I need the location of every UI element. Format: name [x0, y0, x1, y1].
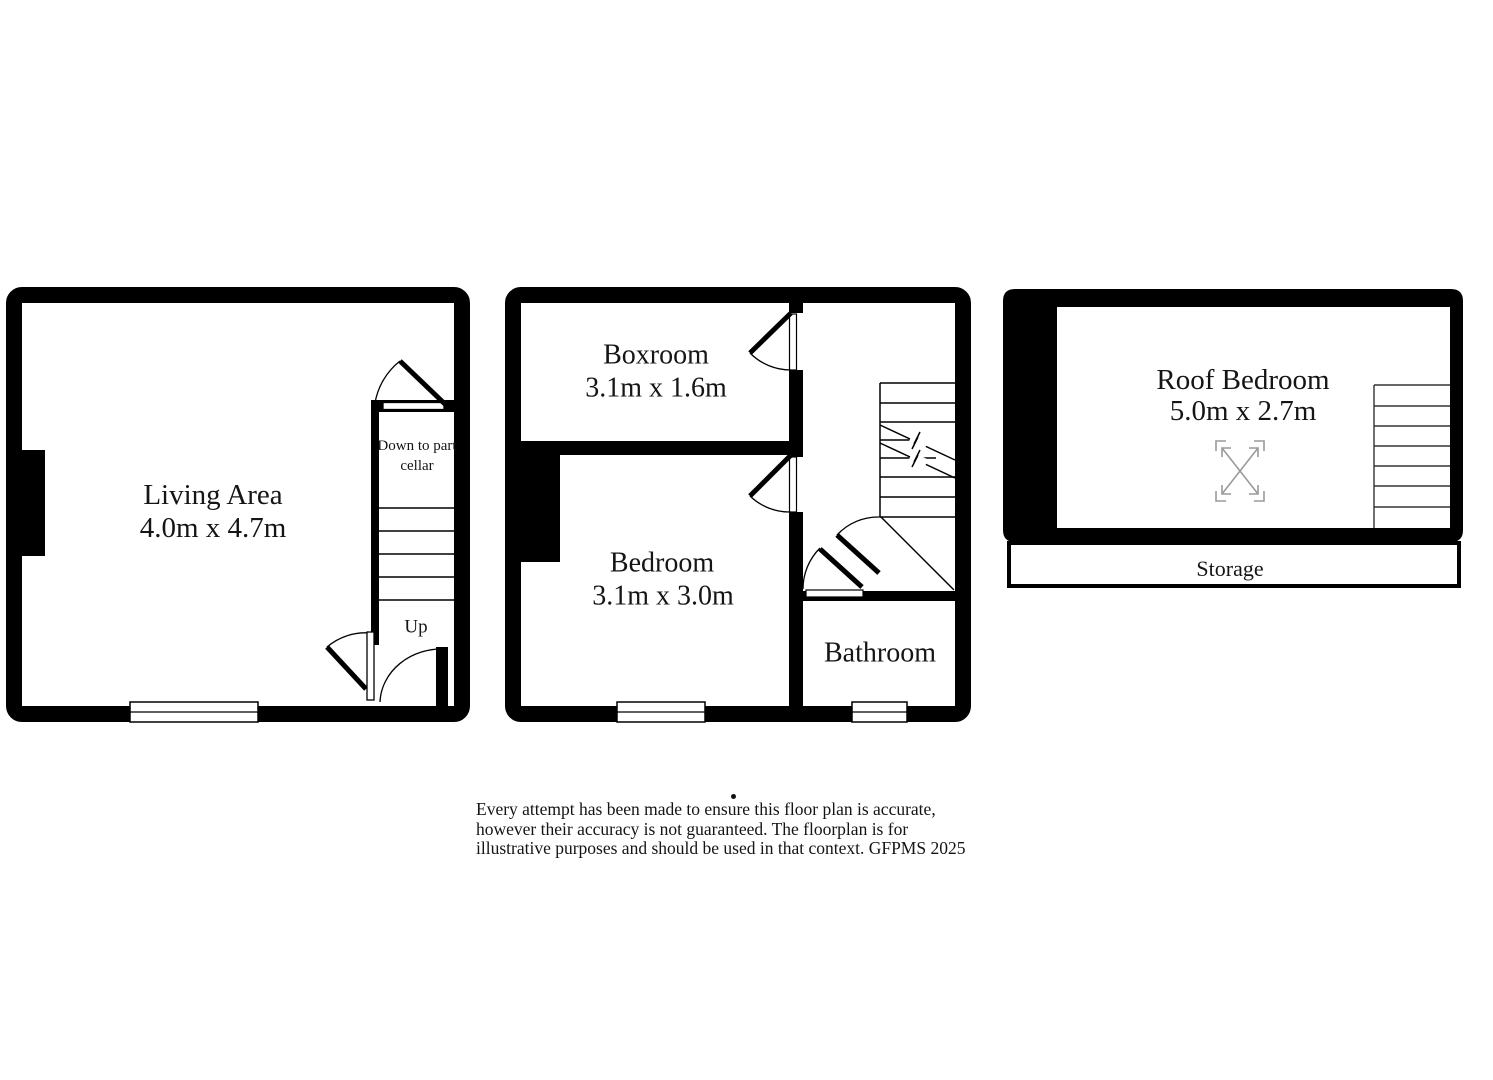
cellar-stairs-label: Down to part cellar: [377, 438, 457, 474]
disclaimer-line-2: however their accuracy is not guaranteed. The floorplan is for: [476, 818, 909, 839]
disclaimer-text: [476, 800, 1016, 859]
bedroom-dimensions: 3.1m x 3.0m: [592, 580, 734, 612]
bathroom-label: Bathroom: [824, 637, 936, 669]
roof-bedroom-label: Roof Bedroom: [1156, 364, 1330, 397]
staircase-roof: [1374, 385, 1450, 528]
disclaimer-line-1: Every attempt has been made to ensure this floor plan is accurate,: [476, 799, 936, 819]
boxroom-dimensions: 3.1m x 1.6m: [585, 372, 727, 404]
roof-floor-plan: [1003, 289, 1463, 586]
living-area-dimensions: 4.0m x 4.7m: [139, 512, 287, 545]
boxroom-bedroom-wall: [521, 441, 803, 455]
boxroom-label: Boxroom: [603, 339, 709, 371]
bedroom-label: Bedroom: [609, 547, 715, 579]
stairs-up-label: Up: [404, 616, 428, 638]
bedroom-chimney-breast: [521, 455, 560, 562]
disclaimer-line-3: illustrative purposes and should be used in that context. GFPMS 2025: [476, 838, 966, 858]
skylight-icon: [1216, 441, 1264, 501]
bathroom-window: [852, 702, 907, 722]
storage-label: Storage: [1196, 555, 1264, 581]
living-area-window: [130, 702, 258, 722]
roof-bedroom-dimensions: 5.0m x 2.7m: [1169, 395, 1317, 428]
stair-top-doorway: [383, 403, 444, 410]
bedroom-window: [617, 702, 705, 722]
living-area-label: Living Area: [143, 479, 283, 512]
chimney-breast: [21, 450, 45, 556]
